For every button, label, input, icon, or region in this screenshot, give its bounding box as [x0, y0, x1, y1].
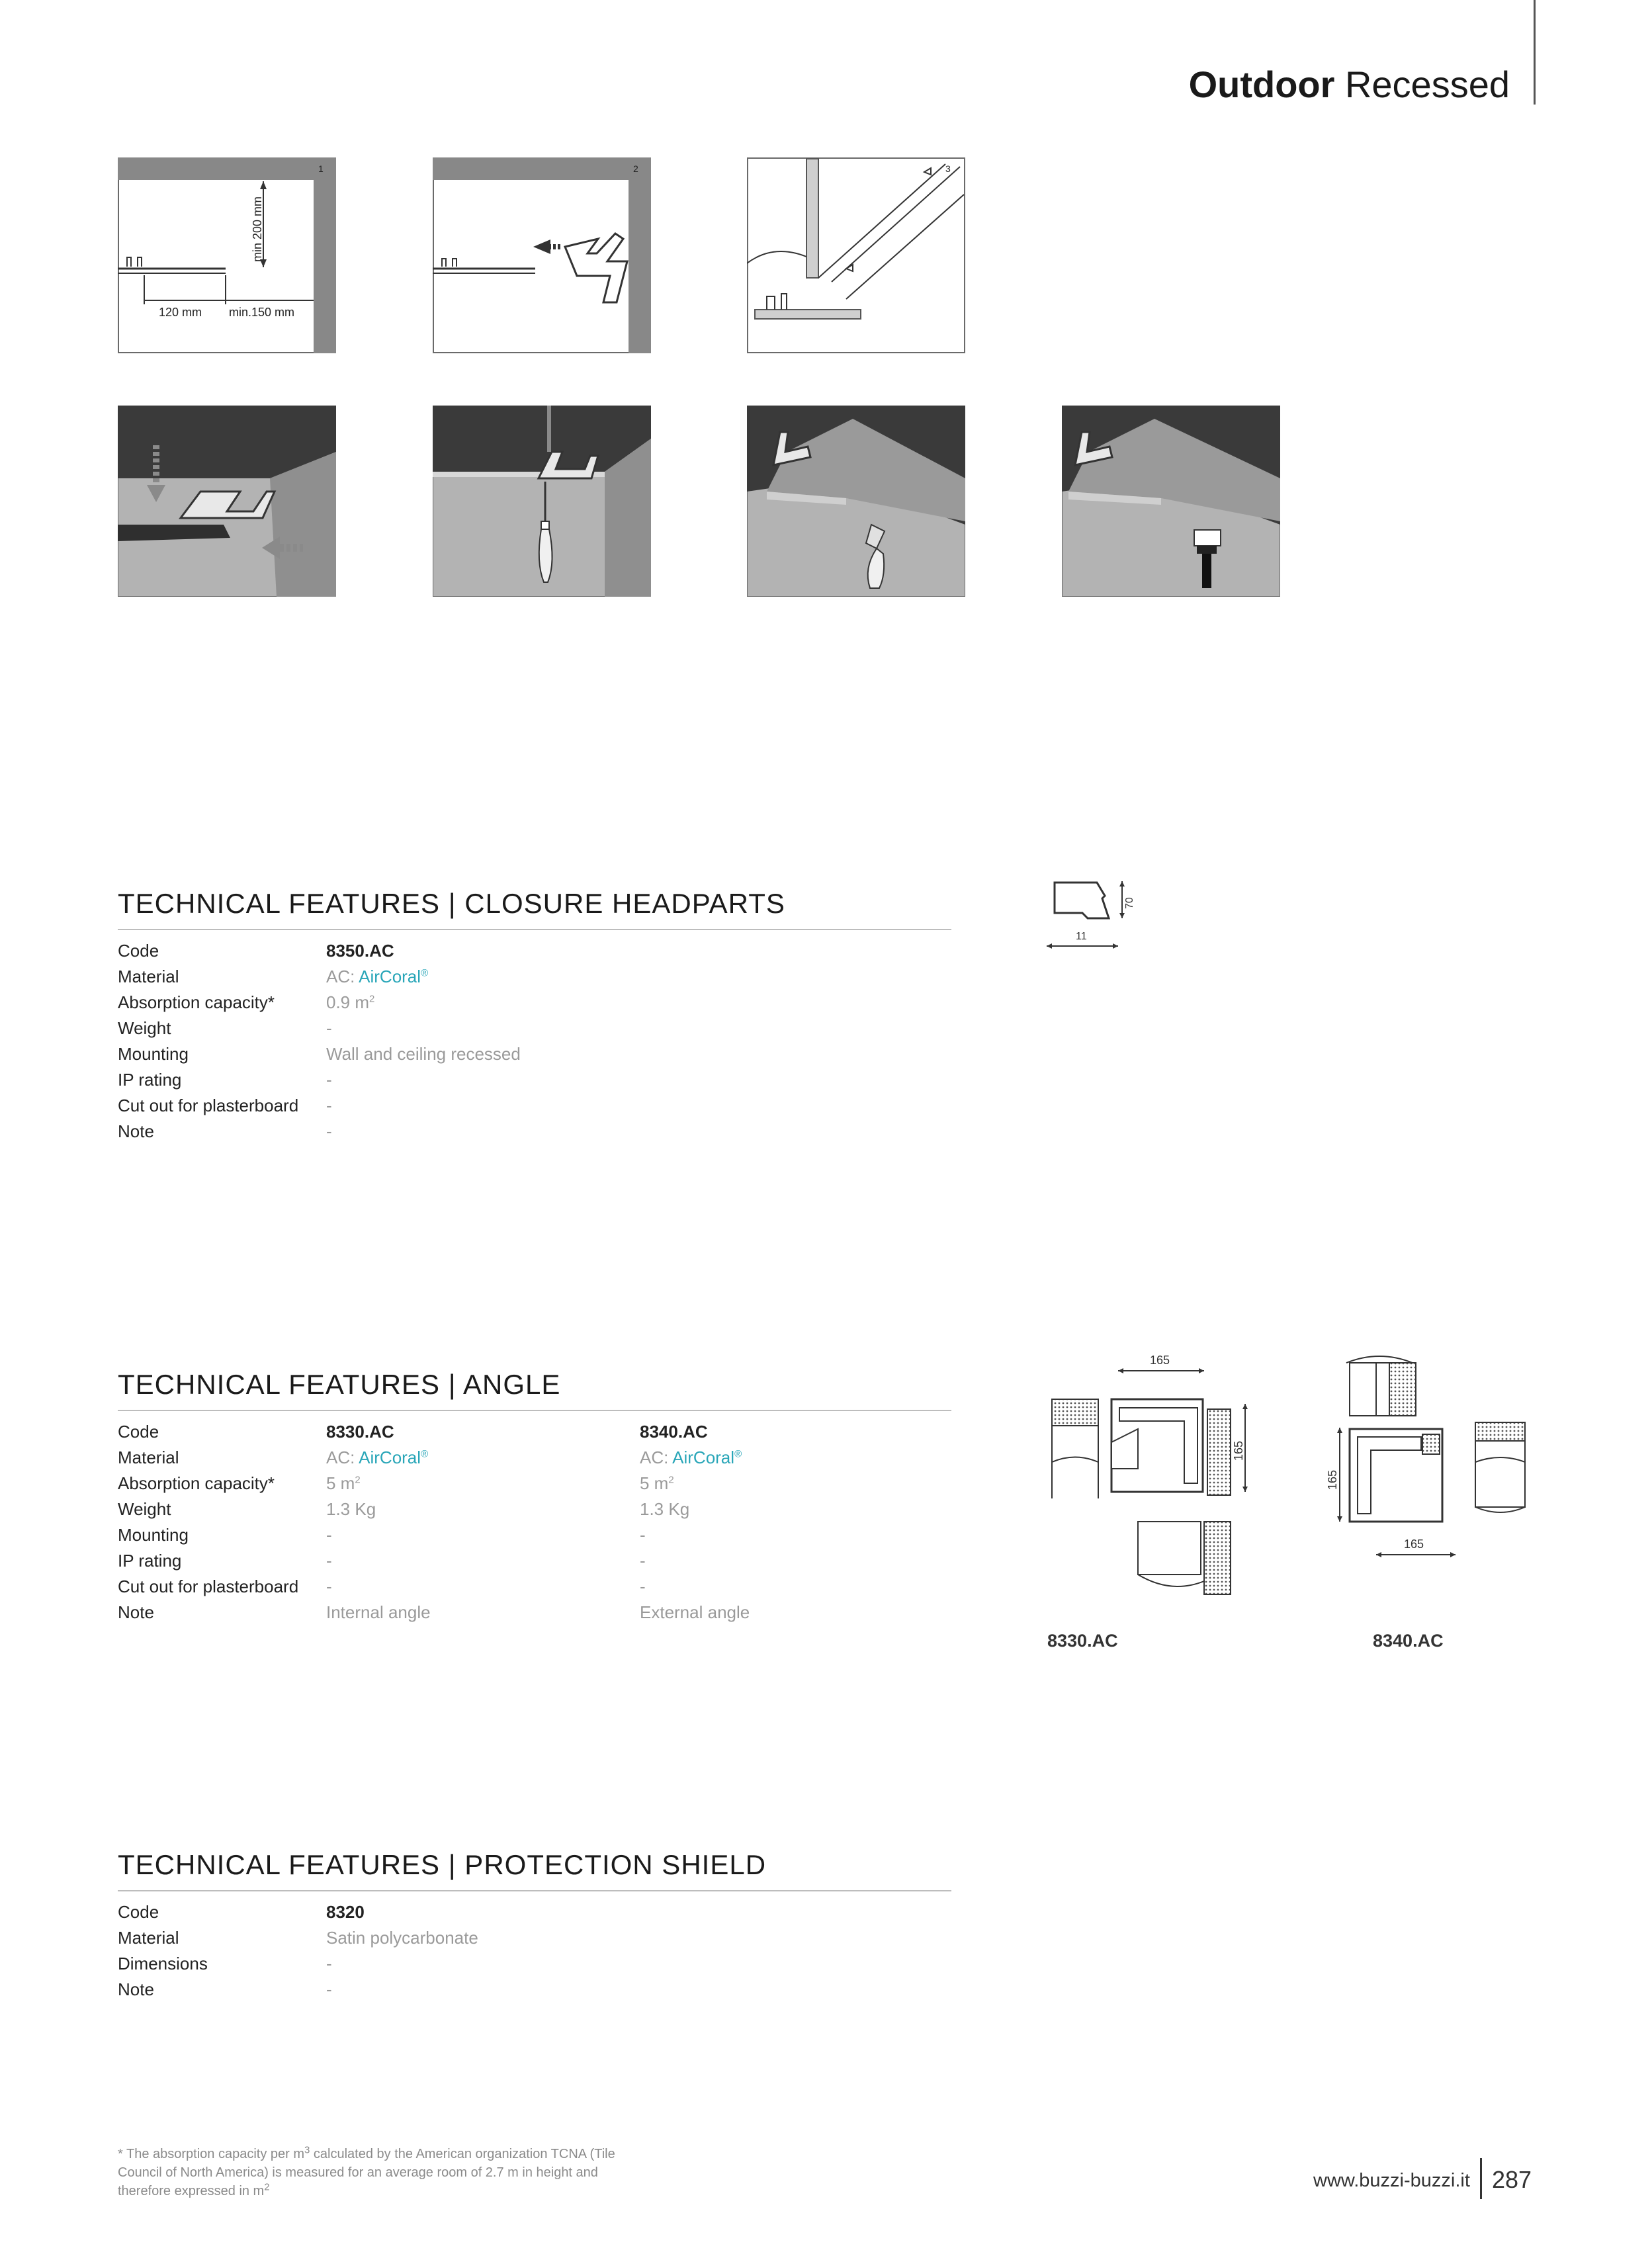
page-title-bold: Outdoor	[1188, 64, 1335, 105]
section-title-closure: TECHNICAL FEATURES | CLOSURE HEADPARTS	[118, 888, 785, 919]
angle-external-absorption: 5 $m^2$	[640, 1473, 674, 1493]
shield-note: -	[326, 1979, 332, 1999]
internal-angle-dim-right: 165	[1232, 1440, 1245, 1461]
footer-divider	[1480, 2158, 1482, 2199]
closure-profile-drawing	[1045, 873, 1151, 953]
section-divider-closure	[118, 929, 951, 930]
angle-internal-ip-rating: -	[326, 1551, 332, 1571]
label-mounting: Mounting	[118, 1044, 189, 1064]
dim-120: 120 mm	[159, 306, 202, 319]
angle-external-code: 8340.AC	[640, 1422, 708, 1442]
section-divider-shield	[118, 1890, 951, 1891]
install-illustration-4	[1062, 406, 1280, 597]
closure-ip-rating: -	[326, 1070, 332, 1090]
label-weight: Weight	[118, 1499, 171, 1519]
label-cut-out: Cut out for plasterboard	[118, 1096, 299, 1115]
angle-internal-weight: 1.3 Kg	[326, 1499, 376, 1519]
step-number-2: 2	[633, 163, 638, 174]
angle-external-ip-rating: -	[640, 1551, 646, 1571]
label-mounting: Mounting	[118, 1525, 189, 1545]
external-angle-caption: 8340.AC	[1373, 1631, 1444, 1651]
footer-website-link[interactable]: www.buzzi-buzzi.it	[1313, 2170, 1470, 2191]
install-step-1-diagram	[118, 157, 336, 353]
section-title-shield: TECHNICAL FEATURES | PROTECTION SHIELD	[118, 1849, 767, 1880]
angle-internal-code: 8330.AC	[326, 1422, 394, 1442]
label-code: Code	[118, 941, 159, 961]
shield-dimensions: -	[326, 1954, 332, 1973]
internal-angle-caption: 8330.AC	[1047, 1631, 1118, 1651]
internal-angle-dim-top: 165	[1150, 1354, 1170, 1367]
label-cut-out: Cut out for plasterboard	[118, 1577, 299, 1596]
footnote: * The absorption capacity per $m^3$ calculated by the American organization TCNA (Tile Council of North America) is measured for an average room of 2.7 m in height and therefore expressed in $m^2$	[118, 2144, 615, 2198]
label-note: Note	[118, 1121, 154, 1141]
label-absorption: Absorption capacity*	[118, 992, 275, 1012]
angle-internal-cut-out: -	[326, 1577, 332, 1596]
closure-material-brand: AirCoral	[359, 967, 421, 986]
external-angle-dim-bottom: 165	[1404, 1537, 1424, 1551]
label-code: Code	[118, 1902, 159, 1922]
angle-internal-note: Internal angle	[326, 1602, 431, 1622]
shield-code: 8320	[326, 1902, 365, 1922]
dim-min-200: min 200 mm	[251, 196, 264, 262]
angle-internal-mounting: -	[326, 1525, 332, 1545]
install-illustration-1	[118, 406, 336, 597]
angle-external-cut-out: -	[640, 1577, 646, 1596]
step-number-3: 3	[945, 163, 951, 174]
angle-external-weight: 1.3 Kg	[640, 1499, 690, 1519]
closure-material: AC: AirCoral®	[326, 967, 429, 986]
label-code: Code	[118, 1422, 159, 1442]
closure-code: 8350.AC	[326, 941, 394, 961]
install-illustration-3	[747, 406, 965, 597]
step-number-1: 1	[318, 163, 324, 174]
angle-internal-absorption: 5 $m^2$	[326, 1473, 361, 1493]
header-divider	[1534, 0, 1536, 105]
angle-external-note: External angle	[640, 1602, 750, 1622]
label-material: Material	[118, 1928, 179, 1948]
install-illustration-2	[433, 406, 651, 597]
closure-mounting: Wall and ceiling recessed	[326, 1044, 521, 1064]
label-weight: Weight	[118, 1018, 171, 1038]
closure-weight: -	[326, 1018, 332, 1038]
closure-dim-width: 11	[1076, 931, 1087, 942]
label-dimensions: Dimensions	[118, 1954, 208, 1973]
install-step-2-diagram	[433, 157, 651, 353]
page-title	[1189, 66, 1510, 103]
internal-angle-drawing	[1045, 1350, 1264, 1601]
install-step-3-diagram	[747, 157, 965, 353]
label-note: Note	[118, 1979, 154, 1999]
page-title-regular: Recessed	[1344, 64, 1510, 105]
closure-cut-out: -	[326, 1096, 332, 1115]
label-ip-rating: IP rating	[118, 1551, 182, 1571]
closure-note: -	[326, 1121, 332, 1141]
page-number: 287	[1492, 2166, 1532, 2193]
section-title-angle: TECHNICAL FEATURES | ANGLE	[118, 1369, 561, 1400]
label-ip-rating: IP rating	[118, 1070, 182, 1090]
angle-external-material: AC: AirCoral®	[640, 1448, 742, 1467]
shield-material: Satin polycarbonate	[326, 1928, 478, 1948]
label-material: Material	[118, 1448, 179, 1467]
external-angle-dim-left: 165	[1326, 1469, 1339, 1490]
closure-dim-height: 70	[1124, 897, 1135, 909]
external-angle-drawing	[1310, 1350, 1535, 1601]
label-absorption: Absorption capacity*	[118, 1473, 275, 1493]
closure-absorption: 0.9 $m^2$	[326, 992, 375, 1012]
dim-min-150: min.150 mm	[229, 306, 295, 319]
angle-internal-material: AC: AirCoral®	[326, 1448, 429, 1467]
section-divider-angle	[118, 1410, 951, 1411]
label-note: Note	[118, 1602, 154, 1622]
label-material: Material	[118, 967, 179, 986]
angle-external-mounting: -	[640, 1525, 646, 1545]
